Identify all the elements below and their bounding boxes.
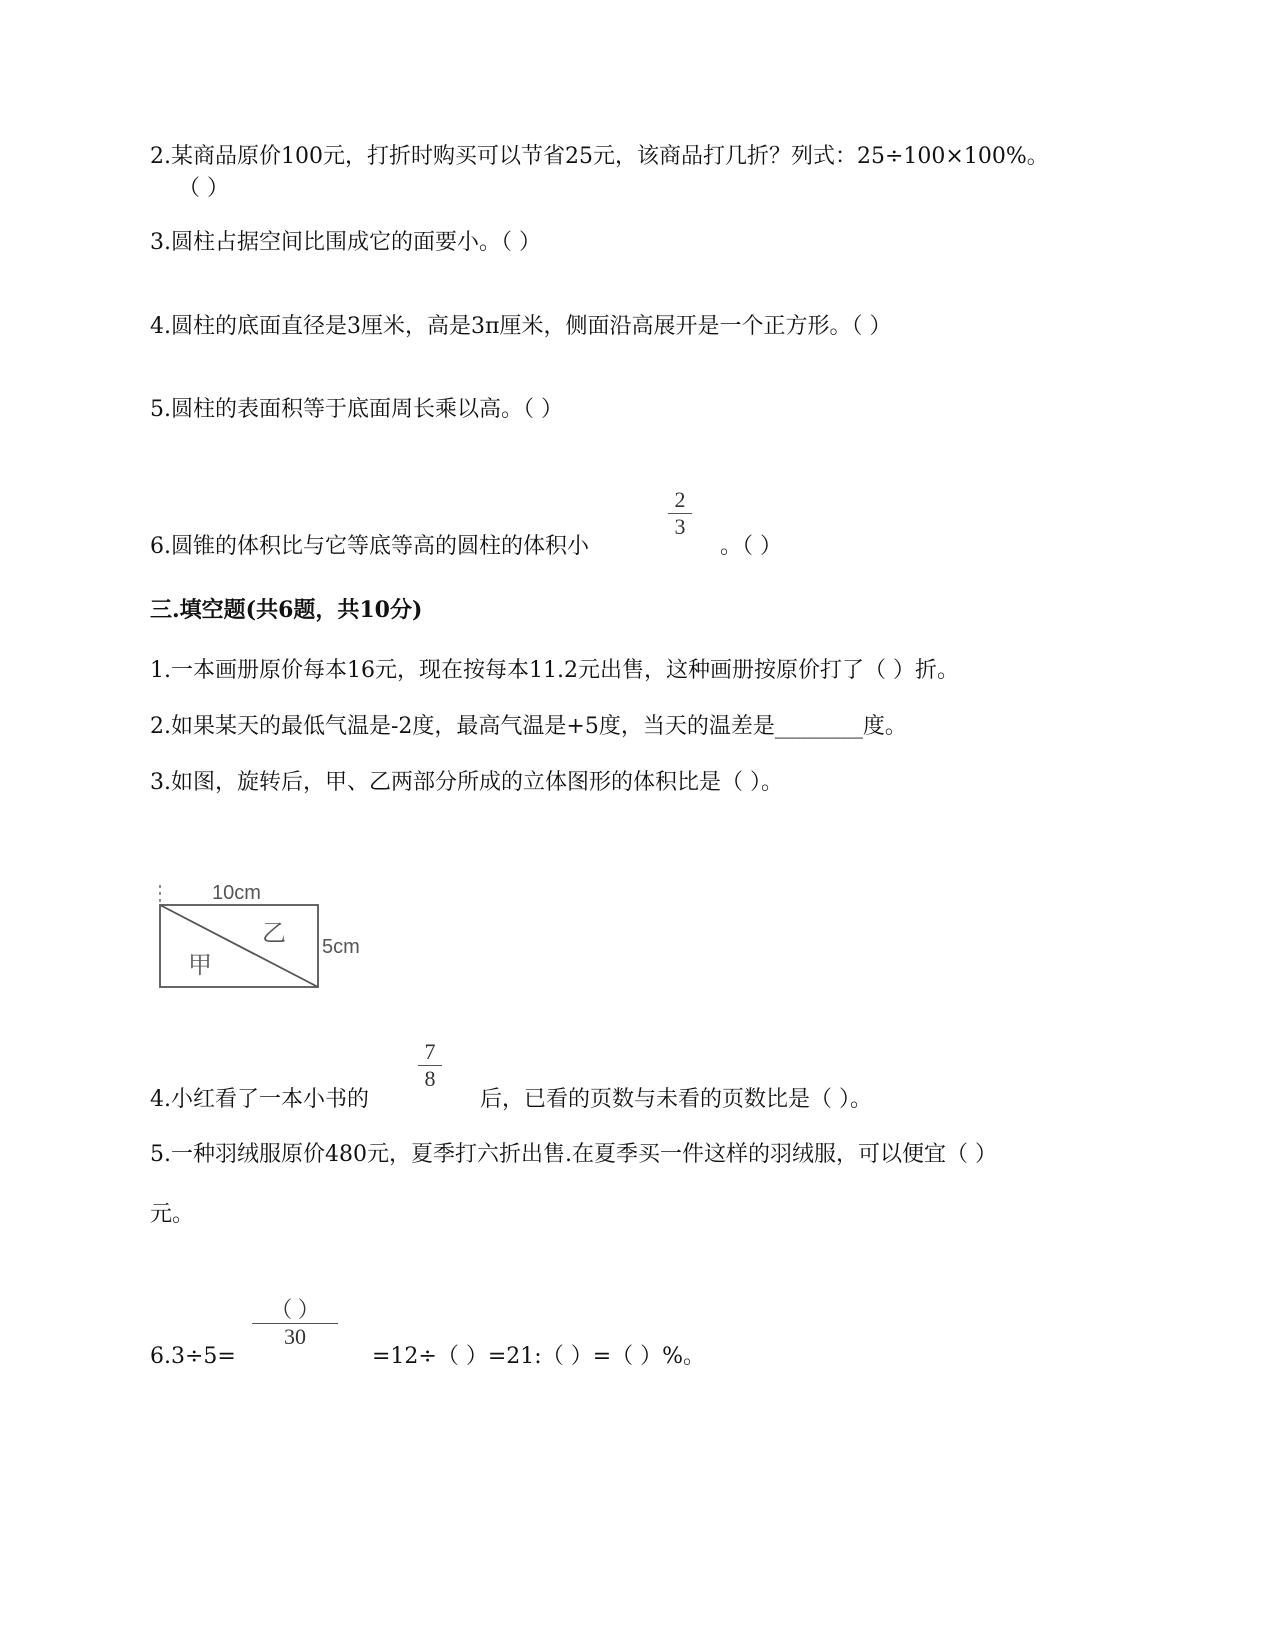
judge-item-2: 2.某商品原价100元，打折时购买可以节省25元，该商品打几折？列式：25÷100×100%。 <box>150 144 1049 169</box>
fraction-two-thirds <box>668 488 692 539</box>
side-length-label: 5cm <box>322 936 360 958</box>
fraction-numerator: 7 <box>424 1039 436 1064</box>
fill-item-5-continued: 元。 <box>150 1202 195 1227</box>
fill-item-4-text: 4.小红看了一本小书的 <box>150 1087 369 1112</box>
part-jia-label: 甲 <box>188 951 212 979</box>
top-length-label: 10cm <box>212 885 261 904</box>
fill-item-6-text: 6.3÷5= <box>150 1344 236 1369</box>
diagonal-line <box>160 905 318 987</box>
judge-item-3: 3.圆柱占据空间比围成它的面要小。（ ） <box>150 230 541 255</box>
fraction-numerator: 2 <box>674 487 686 512</box>
fill-item-5: 5.一种羽绒服原价480元，夏季打六折出售.在夏季买一件这样的羽绒服，可以便宜（ ） <box>150 1142 997 1167</box>
judge-item-6-answer: 。（ ） <box>720 534 782 559</box>
fill-item-3: 3.如图，旋转后，甲、乙两部分所成的立体图形的体积比是（ ）。 <box>150 770 783 795</box>
fraction-denominator: 30 <box>284 1324 306 1349</box>
judge-item-6-text: 6.圆锥的体积比与它等底等高的圆柱的体积小 <box>150 534 589 559</box>
fill-item-1: 1.一本画册原价每本16元，现在按每本11.2元出售，这种画册按原价打了（ ）折。 <box>150 658 959 683</box>
judge-item-4: 4.圆柱的底面直径是3厘米，高是3π厘米，侧面沿高展开是一个正方形。（ ） <box>150 314 892 339</box>
rectangle-figure <box>150 885 390 1015</box>
fill-item-4-rest: 后，已看的页数与未看的页数比是（ ）。 <box>480 1087 872 1112</box>
section-title: 三.填空题(共6题，共10分) <box>150 597 423 623</box>
judge-item-5: 5.圆柱的表面积等于底面周长乘以高。（ ） <box>150 397 563 422</box>
fraction-denominator: 8 <box>424 1066 436 1091</box>
judge-item-2-answer: （ ） <box>178 176 229 201</box>
fraction-numerator: （ ） <box>270 1297 320 1322</box>
fill-item-6-rest: =12÷（ ）=21:（ ）=（ ）%。 <box>372 1344 706 1369</box>
fraction-seven-eighths <box>418 1040 442 1091</box>
part-yi-label: 乙 <box>262 919 286 947</box>
fraction-blank-over-thirty <box>252 1298 338 1349</box>
fraction-denominator: 3 <box>674 514 686 539</box>
fill-item-2: 2.如果某天的最低气温是-2度，最高气温是+5度，当天的温差是________度。 <box>150 714 907 739</box>
